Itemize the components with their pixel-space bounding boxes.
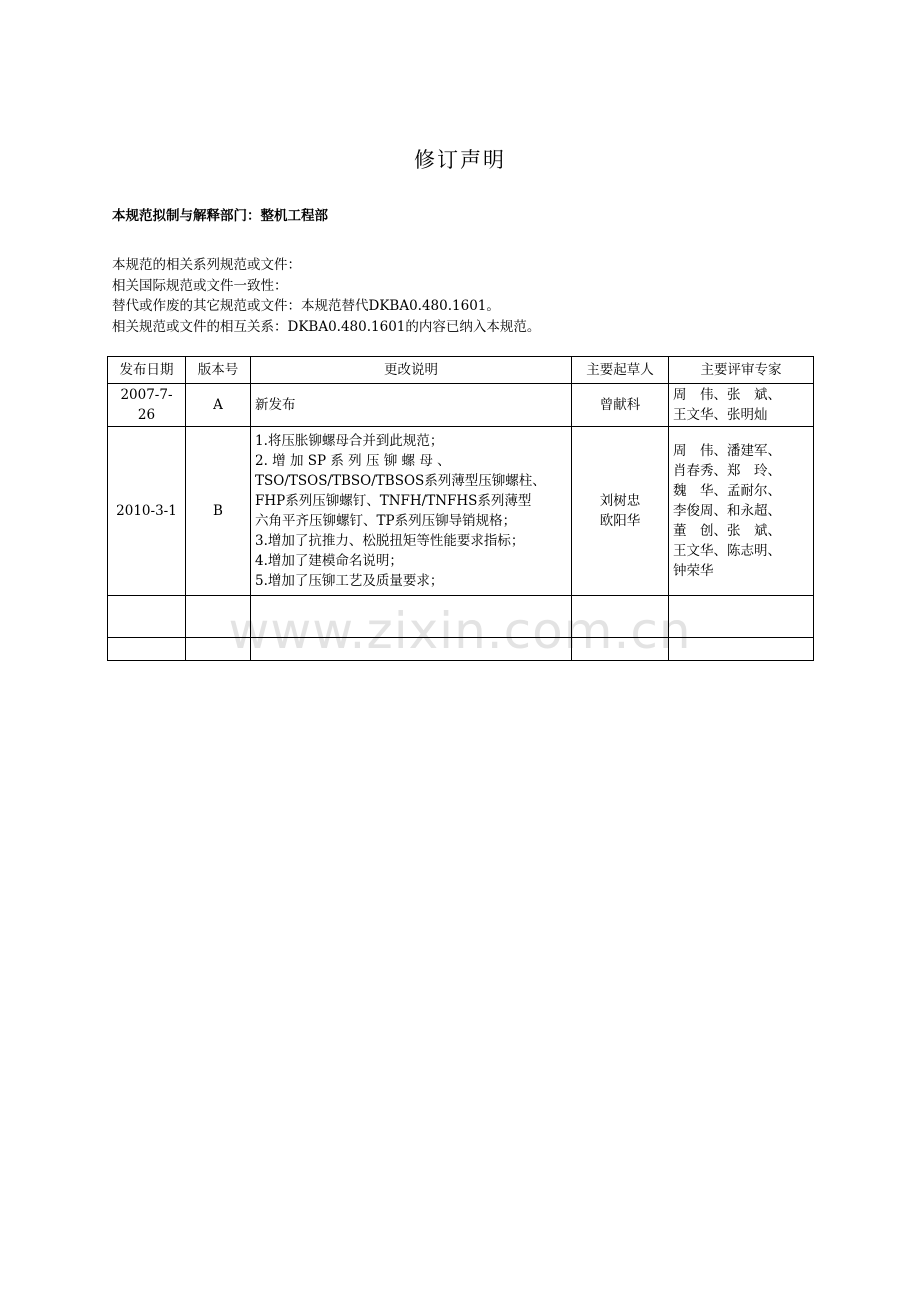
drafter-cell — [572, 427, 669, 596]
reviewer-line: 周 伟、张 斌、 — [673, 387, 781, 403]
page-title: 修订声明 — [414, 148, 506, 172]
empty-cell — [251, 638, 572, 661]
related-line: 相关国际规范或文件一致性： — [112, 277, 288, 294]
empty-cell — [186, 638, 251, 661]
empty-cell — [108, 638, 186, 661]
table-row-empty — [108, 596, 814, 638]
version-cell: A — [186, 384, 251, 427]
change-item: 3.增加了抗推力、松脱扭矩等性能要求指标； — [255, 533, 525, 549]
empty-cell — [669, 638, 814, 661]
table-row — [108, 427, 814, 596]
reviewer-line: 周 伟、潘建军、 — [673, 443, 781, 459]
change-item: 5.增加了压铆工艺及质量要求； — [255, 573, 444, 589]
header-main-reviewers: 主要评审专家 — [669, 357, 814, 384]
reviewer-line: 王文华、张明灿 — [673, 407, 768, 423]
empty-cell — [572, 596, 669, 638]
drafter-name: 刘树忠 — [599, 493, 641, 509]
change-item: 4.增加了建模命名说明； — [255, 553, 403, 569]
empty-cell — [572, 638, 669, 661]
change-item: TSO/TSOS/TBSO/TBSOS系列薄型压铆螺柱、 — [255, 473, 546, 489]
department-line: 本规范拟制与解释部门：整机工程部 — [112, 208, 328, 224]
reviewer-line: 王文华、陈志明、 — [673, 543, 781, 559]
empty-cell — [251, 596, 572, 638]
table-header-row — [108, 357, 814, 384]
reviewer-line: 钟荣华 — [673, 563, 714, 579]
watermark: www.zixin.com.cn — [228, 602, 692, 660]
empty-cell — [186, 596, 251, 638]
reviewers-cell — [669, 384, 814, 427]
header-main-drafter: 主要起草人 — [572, 357, 669, 384]
header-version: 版本号 — [186, 357, 251, 384]
change-item: FHP系列压铆螺钉、TNFH/TNFHS系列薄型 — [255, 493, 532, 509]
reviewer-line: 李俊周、和永超、 — [673, 503, 781, 519]
header-change-description: 更改说明 — [251, 357, 572, 384]
header-release-date: 发布日期 — [108, 357, 186, 384]
related-line: 相关规范或文件的相互关系：DKBA0.480.1601的内容已纳入本规范。 — [112, 318, 541, 335]
version-cell: B — [186, 427, 251, 596]
change-description-cell: 新发布 — [251, 384, 572, 427]
change-item: 1.将压胀铆螺母合并到此规范； — [255, 433, 444, 449]
empty-cell — [669, 596, 814, 638]
empty-cell — [108, 596, 186, 638]
table-row — [108, 384, 814, 427]
revision-table — [107, 356, 814, 661]
release-date-cell: 2007-7-26 — [108, 384, 186, 427]
change-item: 2. 增 加 SP 系 列 压 铆 螺 母 、 — [255, 453, 451, 469]
drafter-name: 欧阳华 — [599, 513, 641, 529]
release-date-cell: 2010-3-1 — [108, 427, 186, 596]
reviewers-cell — [669, 427, 814, 596]
related-documents — [112, 255, 540, 337]
reviewer-line: 肖春秀、郑 玲、 — [673, 463, 781, 479]
table-row-empty — [108, 638, 814, 661]
related-line: 替代或作废的其它规范或文件：本规范替代DKBA0.480.1601。 — [112, 298, 500, 314]
change-item: 六角平齐压铆螺钉、TP系列压铆导销规格； — [255, 513, 517, 529]
related-line: 本规范的相关系列规范或文件： — [112, 257, 301, 273]
change-description-cell — [251, 427, 572, 596]
drafter-cell: 曾献科 — [572, 384, 669, 427]
reviewer-line: 魏 华、孟耐尔、 — [673, 483, 781, 499]
reviewer-line: 董 创、张 斌、 — [673, 523, 781, 539]
